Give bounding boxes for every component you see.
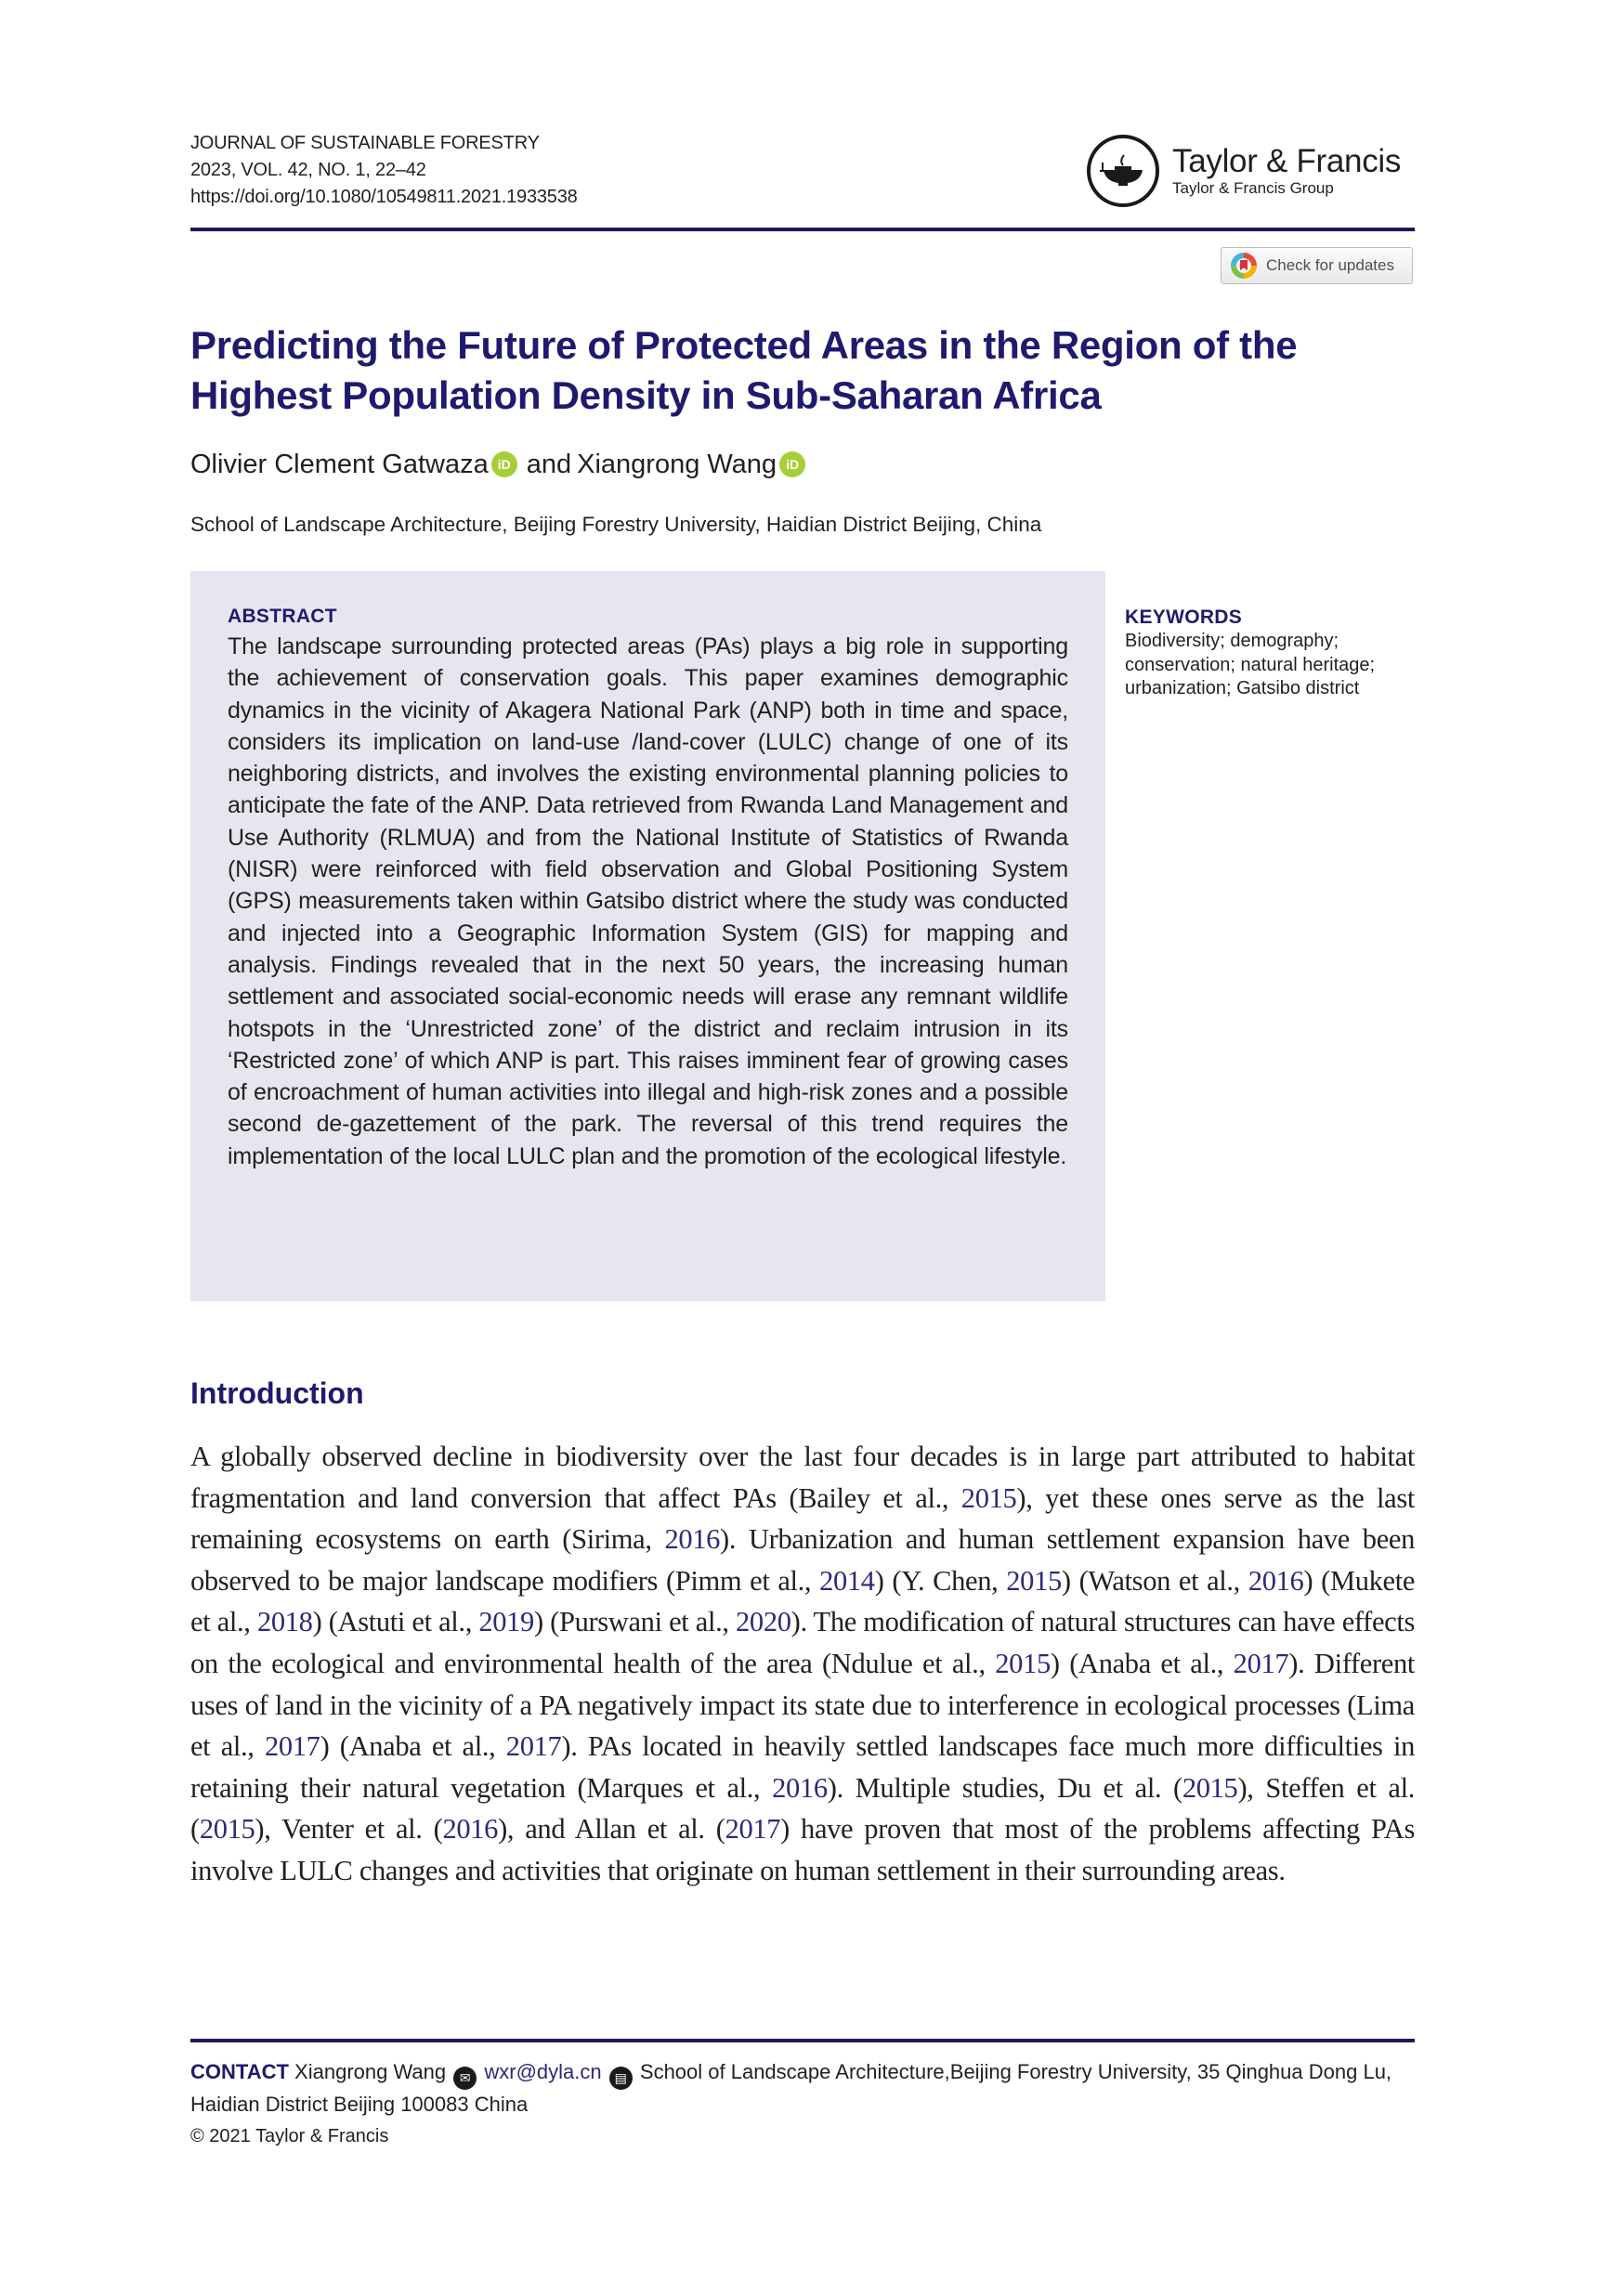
paragraph-text: ). Urbanization and human settlement expansion have been observed to be major landscape modifiers (Pimm et al., [190, 1523, 1415, 1597]
affiliation: School of Landscape Architecture, Beijing Forestry University, Haidian District Beijing, China [190, 513, 1042, 536]
orcid-icon[interactable]: iD [491, 451, 517, 477]
publisher-group: Taylor & Francis Group [1172, 179, 1334, 197]
publisher-logo [1087, 135, 1401, 207]
citation-link[interactable]: 2019 [478, 1606, 534, 1638]
address-card-icon: ▤ [609, 2067, 633, 2090]
author-list [190, 446, 809, 483]
paragraph-text: ) (Anaba et al., [1050, 1647, 1234, 1679]
paragraph-text: ). Different uses of land in the vicinity of a PA negatively impact its state due to interference in ecological processes (Lima et al., [190, 1647, 1415, 1763]
publisher-name: Taylor & Francis [1172, 143, 1402, 179]
contact-name: Xiangrong Wang [294, 2060, 447, 2083]
paragraph-text: ). Multiple studies, Du et al. ( [827, 1771, 1182, 1804]
citation-link[interactable]: 2014 [819, 1564, 875, 1597]
keywords-list: Biodiversity; demography; conservation; natural heritage; urbanization; Gatsibo district [1125, 631, 1376, 698]
keywords-panel [1125, 606, 1422, 701]
keywords-heading: KEYWORDS [1125, 607, 1243, 628]
citation-link[interactable]: 2016 [664, 1523, 721, 1556]
author-separator: and [526, 450, 572, 479]
citation-link[interactable]: 2015 [960, 1481, 1017, 1514]
paragraph-text: ). The modification of natural structures can have effects on the ecological and environmental health of the area (Ndulue et al., [190, 1606, 1415, 1679]
citation-link[interactable]: 2018 [256, 1606, 313, 1638]
citation-link[interactable]: 2015 [199, 1813, 255, 1846]
paragraph-text: ), yet these ones serve as the last remaining ecosystems on earth (Sirima, [190, 1481, 1415, 1556]
abstract-text: The landscape surrounding protected areas (PAs) plays a big role in supporting the achievement of conservation goals. This paper examines demographic dynamics in the vicinity of Akagera National Park (ANP) both in time and space, considers its implication on land-use /land-cover (LULC) change of one of its neighboring districts, and involves the existing environmental planning policies to anticipate the fate of the ANP. Data retrieved from Rwanda Land Management and Use Authority (RLMUA) and from the National Institute of Statistics of Rwanda (NISR) were reinforced with field observation and Global Positioning System (GPS) measurements taken within Gatsibo district where the study was conducted and injected into a Geographic Information System (GIS) for mapping and analysis. Findings revealed that in the next 50 years, the increasing human settlement and associated social-economic needs will erase any remnant wildlife hotspots in the ‘Unrestricted zone’ of the district and reclaim intrusion in its ‘Restricted zone’ of which ANP is part. This raises imminent fear of growing cases of encroachment of human activities into illegal and high-risk zones and a possible second de-gazettement of the park. The reversal of this trend requires the implementation of the local LULC plan and the promotion of the ecological lifestyle. [228, 633, 1068, 1169]
header-divider [190, 228, 1415, 231]
citation-link[interactable]: 2015 [1006, 1564, 1062, 1597]
footer-divider [190, 2039, 1415, 2042]
doi-link[interactable]: https://doi.org/10.1080/10549811.2021.1933538 [190, 187, 578, 207]
paragraph-text: ) (Astuti et al., [312, 1606, 479, 1638]
paragraph-text: ) (Mukete et al., [190, 1564, 1416, 1638]
paragraph-text: ) have proven that most of the problems affecting PAs involve LULC changes and activities that originate on human settlement in their surrounding areas. [190, 1813, 1415, 1886]
abstract-heading: ABSTRACT [228, 606, 337, 627]
author-name[interactable]: Olivier Clement Gatwaza [190, 450, 489, 479]
volume-info: 2023, VOL. 42, NO. 1, 22–42 [190, 160, 426, 180]
citation-link[interactable]: 2015 [1182, 1771, 1238, 1804]
citation-link[interactable]: 2016 [772, 1771, 828, 1804]
contact-info [190, 2057, 1417, 2119]
citation-link[interactable]: 2015 [995, 1647, 1051, 1679]
paragraph-text: ), Steffen et al. ( [190, 1771, 1415, 1846]
crossmark-icon [1231, 253, 1257, 279]
citation-link[interactable]: 2016 [442, 1813, 499, 1846]
contact-label: CONTACT [190, 2060, 289, 2083]
orcid-icon[interactable]: iD [779, 451, 805, 477]
check-updates-label: Check for updates [1266, 256, 1394, 274]
citation-link[interactable]: 2017 [505, 1730, 562, 1763]
journal-name: JOURNAL OF SUSTAINABLE FORESTRY [190, 133, 540, 153]
introduction-paragraph [190, 1436, 1415, 1892]
envelope-icon: ✉ [453, 2067, 477, 2090]
journal-meta [190, 130, 578, 211]
lamp-logo-icon [1087, 135, 1159, 207]
author-name[interactable]: Xiangrong Wang [577, 450, 777, 479]
paragraph-text: ), and Allan et al. ( [498, 1813, 725, 1846]
paragraph-text: ), Venter et al. ( [255, 1813, 443, 1846]
copyright-notice: © 2021 Taylor & Francis [190, 2126, 389, 2146]
abstract-box [190, 571, 1105, 1301]
paragraph-text: ) (Anaba et al., [320, 1730, 506, 1763]
citation-link[interactable]: 2020 [736, 1606, 791, 1638]
citation-link[interactable]: 2017 [264, 1730, 320, 1763]
citation-link[interactable]: 2017 [725, 1813, 781, 1846]
citation-link[interactable]: 2017 [1233, 1647, 1289, 1679]
paragraph-text: ) (Purswani et al., [533, 1606, 737, 1638]
article-title: Predicting the Future of Protected Areas in the Region of the Highest Population Density in Sub-Saharan Africa [190, 323, 1298, 417]
contact-address: School of Landscape Architecture,Beijing Forestry University, 35 Qinghua Dong Lu, Haidian District Beijing 100083 China [190, 2060, 1392, 2116]
section-heading-introduction: Introduction [190, 1376, 364, 1410]
citation-link[interactable]: 2016 [1248, 1564, 1304, 1597]
paragraph-text: ) (Watson et al., [1061, 1564, 1248, 1597]
paragraph-text: A globally observed decline in biodiversity over the last four decades is in large part attributed to habitat fragmentation and land conversion that affect PAs (Bailey et al., [190, 1441, 1415, 1514]
paragraph-text: ) (Y. Chen, [874, 1564, 1007, 1597]
check-for-updates-button[interactable] [1221, 247, 1413, 284]
contact-email-link[interactable]: wxr@dyla.cn [484, 2060, 602, 2083]
paragraph-text: ). PAs located in heavily settled landscapes face much more difficulties in retaining their natural vegetation (Marques et al., [190, 1730, 1415, 1804]
